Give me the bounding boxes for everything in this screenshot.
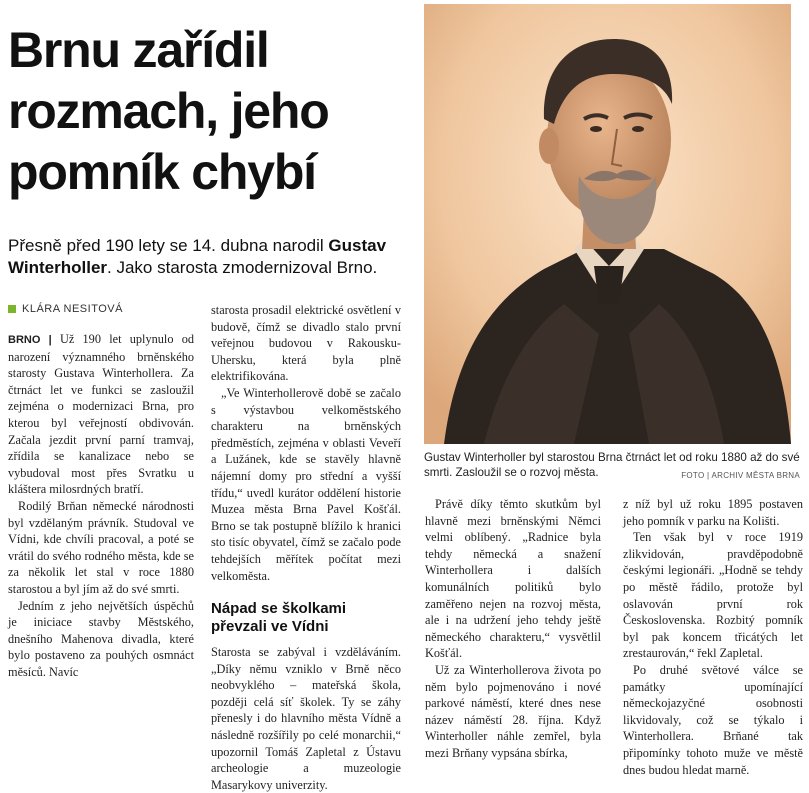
article-column-2 [211,302,401,793]
paragraph: z níž byl už roku 1895 postaven jeho pomník v parku na Kolišti. [623,497,803,528]
paragraph: Jedním z jeho největších úspěchů je iniciace stavby Městského, dnešního Mahenova divadla, které bylo postaveno za pouhých osmnáct měsíců. Navíc [8,598,194,679]
paragraph: Už za Winterhollerova života po něm bylo pojmenováno i nové parkové náměstí, které dnes nese název náměstí 28. října. Když Winterholler náhle zemřel, byla mezi Brňany vypsána sbírka, [425,662,601,760]
portrait-photo [424,4,791,444]
paragraph: starosta prosadil elektrické osvětlení v budově, čímž se divadlo stalo první veřejnou budovou v Rakousku-Uhersku, která byla plně elektrifikována. [211,303,401,384]
paragraph: Ten však byl v roce 1919 zlikvidován, pravděpodobně českými legionáři. „Hodně se tehdy po městě řádilo, protože byl oslavován první rok Československa. Rozbitý pomník byl pak koncem třicátých let zrestaurován,“ řekl Zapletal. [623,530,803,661]
paragraph: Rodilý Brňan německé národnosti byl vzdělaným právník. Studoval ve Vídni, kde chvíli pracoval, a poté se vrátil do svého rodného města, kde se za několik let stal v roce 1880 starostou a byl jím až do své smrti. [8,498,194,596]
subheadline: Nápad se školkami převzali ve Vídni [211,600,347,636]
dateline: BRNO | [8,334,52,346]
paragraph: Starosta se zabýval i vzděláváním. „Díky němu vzniklo v Brně něco neobvyklého – mateřská škola, později celá síť školek. Ty se záhy přenesly i do hlavního města Vídně a následně rozšířily po celé monarchii,“ upozornil Tomáš Zapletal z Ústavu archeologie a muzeologie Masarykovy univerzity. [211,645,401,792]
lead-name: Gustav Winterholler [8,236,387,277]
paragraph-text: Už 190 let uplynulo od narození významného brněnského starosty Gustava Winterhollera. Za čtrnáct let ve funkci se zasloužil zejména o modernizaci Brna, pro kterou byl veřejností obdivován. Začala jezdit první parní tramvaj, zřídila se kanalizace nebo se vybudoval most přes Svratku u kláštera milosrdných bratří. [8,332,195,497]
author-name: KLÁRA NESITOVÁ [22,303,123,315]
headline-line: pomník chybí [8,144,316,200]
photo-credit: FOTO | ARCHIV MĚSTA BRNA [681,471,800,480]
paragraph: Právě díky těmto skutkům byl hlavně mezi brněnskými Němci velmi oblíbený. „Radnice byla tehdy německá a snažení Winterhollera i dalších komunálních politiků bylo zaměřeno nejen na rozvoj města, ale i na udržení jeho tehdy ještě německého charakteru,“ vysvětlil Košťál. [425,497,601,661]
article-column-4 [623,496,803,778]
lead-text-end: . Jako starosta zmodernizoval Brno. [107,258,378,277]
headline-line: rozmach, jeho [8,83,329,139]
headline [8,20,408,203]
lead-text: Přesně před 190 lety se 14. dubna narodil [8,236,329,255]
paragraph: „Ve Winterhollerově době se začalo s výstavbou velkoměstského charakteru na brněnských předměstích, zejména v oblasti Veveří a Lužánek, kde se stavěly hlavně nájemní domy pro střední a vyšší třídu,“ uvedl kurátor oddělení historie Muzea města Brna Pavel Košťál. Brno se tak postupně blížilo k hranici sto tisíc obyvatel, čímž se začalo pode tehdejších měřítek počítat mezi velkoměsta. [211,385,401,583]
photo-caption: Gustav Winterholler byl starostou Brna čtrnáct let od roku 1880 až do své smrti. Zasloužil se o rozvoj města. [424,451,800,479]
article-column-3 [425,496,601,762]
headline-line: Brnu zařídil [8,22,269,78]
lead-paragraph [8,235,413,279]
portrait-illustration [424,4,791,444]
byline [8,303,123,315]
paragraph [8,331,194,498]
article-column-1 [8,331,194,680]
byline-square-icon [8,305,16,313]
paragraph: Po druhé světové válce se památky upomínající německojazyčné osobnosti likvidovaly, což se týkalo i Winterhollera. Brňané tak připomínky tohoto muže ve městě dnes budou hledat marně. [623,662,803,777]
